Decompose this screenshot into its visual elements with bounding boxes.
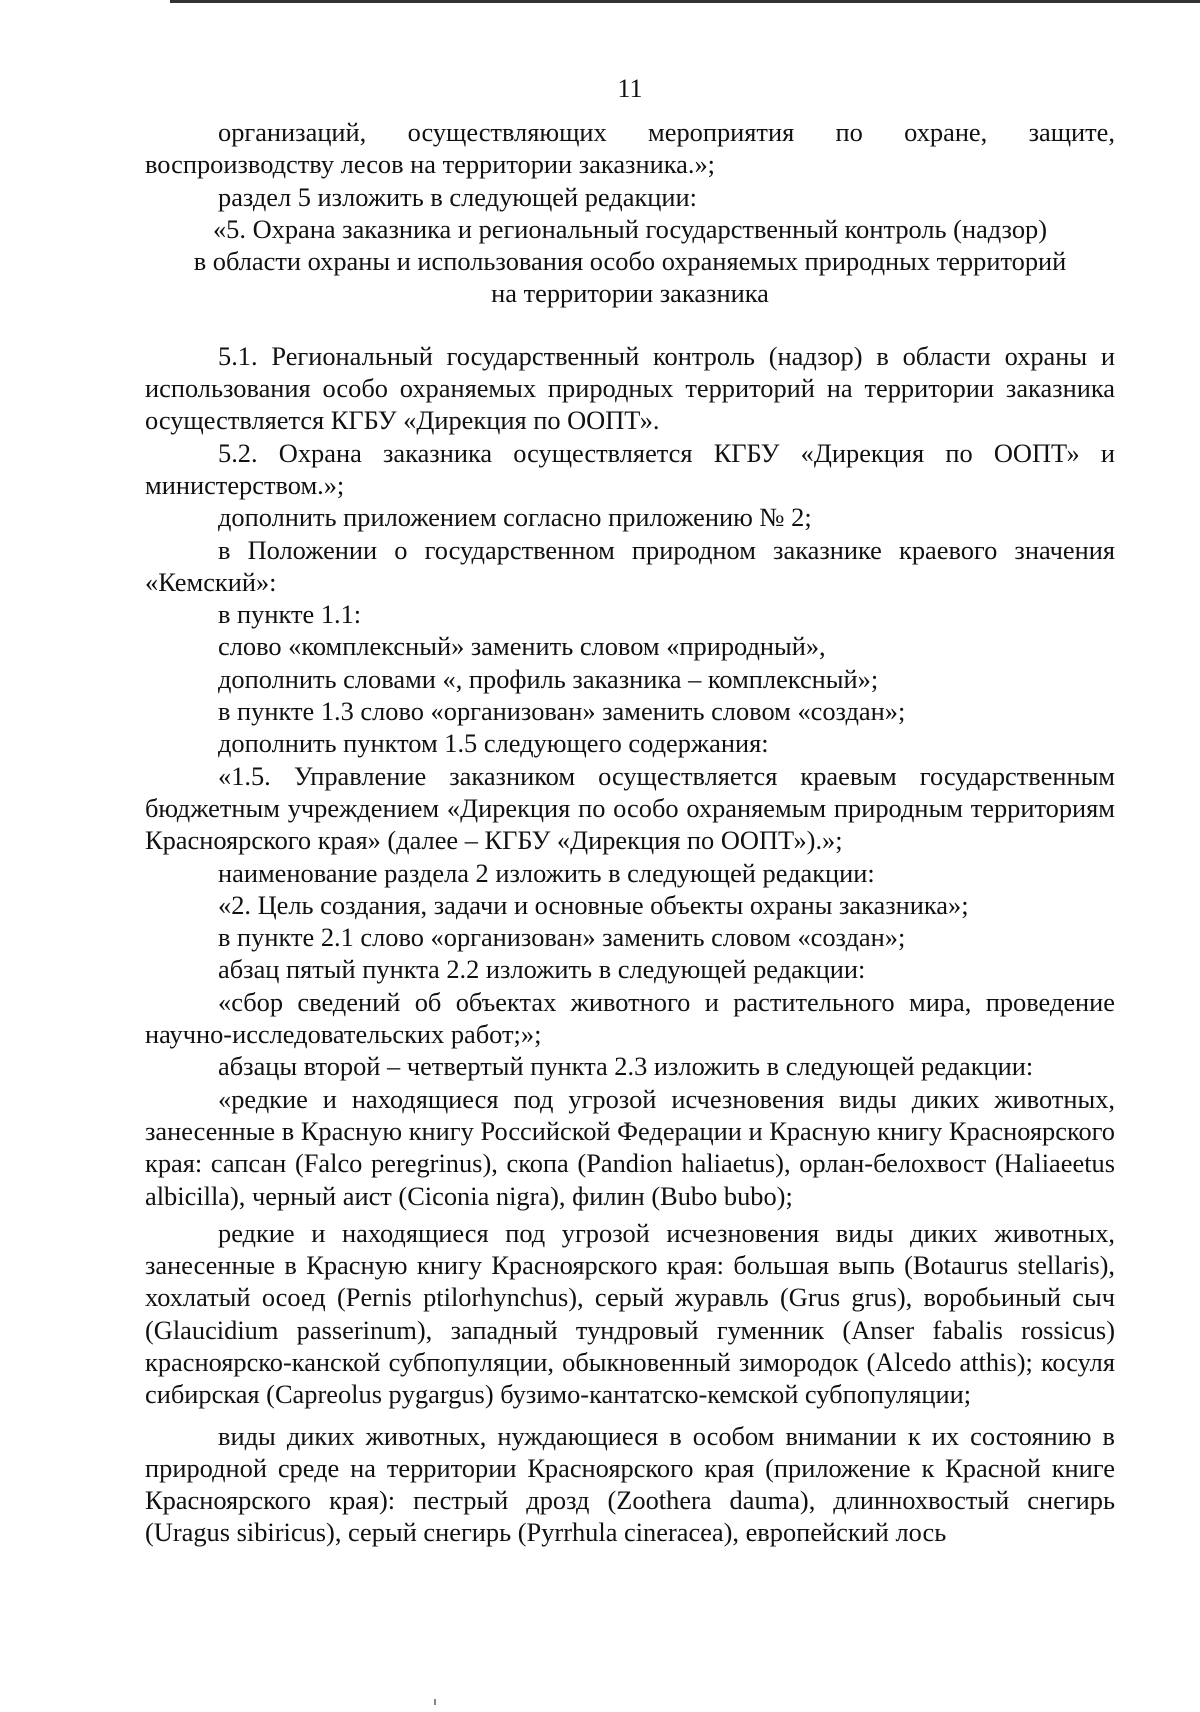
paragraph-red-book-region: редкие и находящиеся под угрозой исчезновения виды диких животных, занесенные в Красную книгу Красноярского края: большая выпь (Botaurus stellaris), хохлатый осоед (Pernis ptilorhynchus), серый журавль (Grus grus), воробьиный сыч (Glaucidium passerinum), западный тундровый гуменник (Anser fabalis rossicus) красноярско-канской субпопуляции, обыкновенный зимородок (Alcedo atthis); косуля сибирская (Capreolus pygargus) бузимо-кантатско-кемской субпопуляции;: [145, 1217, 1115, 1410]
section-heading-line-2: в области охраны и использования особо охраняемых природных территорий: [193, 246, 1067, 277]
top-edge-line: [170, 0, 1200, 3]
paragraph-word-replace: слово «комплексный» заменить словом «природный»,: [218, 631, 826, 662]
paragraph-point-2-2: абзац пятый пункта 2.2 изложить в следующей редакции:: [218, 954, 866, 985]
paragraph-red-book-rf: «редкие и находящиеся под угрозой исчезновения виды диких животных, занесенные в Красную книгу Российской Федерации и Красную книгу Красноярского края: сапсан (Falco peregrinus), скопа (Pandion haliaetus), орлан-белохвост (Haliaeetus albicilla), черный аист (Ciconia nigra), филин (Bubo bubo);: [145, 1083, 1115, 1211]
section-heading-line-1: «5. Охрана заказника и региональный государственный контроль (надзор): [212, 213, 1048, 244]
paragraph-point-1-5-text: «1.5. Управление заказником осуществляется краевым государственным бюджетным учреждением «Дирекция по особо охраняемым природным территориям Красноярского края» (далее – КГБУ «Дирекция по ООПТ»).»;: [145, 760, 1115, 856]
paragraph-continuation: организаций, осуществляющих мероприятия по охране, защите, воспроизводству лесов на территории заказника.»;: [145, 117, 1115, 180]
blank-line: [145, 310, 1115, 340]
paragraph-5-2: 5.2. Охрана заказника осуществляется КГБУ «Дирекция по ООПТ» и министерством.»;: [145, 437, 1115, 500]
document-body: [145, 116, 1115, 1549]
paragraph-research: «сбор сведений об объектах животного и растительного мира, проведение научно-исследовательских работ;»;: [145, 986, 1115, 1050]
paragraph-add-point-1-5: дополнить пунктом 1.5 следующего содержания:: [218, 728, 769, 759]
paragraph-section2-title: наименование раздела 2 изложить в следующей редакции:: [218, 857, 875, 888]
paragraph-appendix: дополнить приложением согласно приложению № 2;: [218, 502, 812, 533]
paragraph-profile: дополнить словами «, профиль заказника – комплексный»;: [218, 663, 879, 694]
section-heading-line-3: на территории заказника: [491, 278, 769, 309]
paragraph-section5-intro: раздел 5 изложить в следующей редакции:: [218, 181, 697, 212]
page-number: 11: [617, 74, 643, 103]
scan-mark: [434, 1699, 436, 1705]
paragraph-regulation: в Положении о государственном природном заказнике краевого значения «Кемский»:: [145, 534, 1115, 597]
paragraph-point-2-1: в пункте 2.1 слово «организован» заменить словом «создан»;: [218, 922, 906, 953]
paragraph-special-attention: виды диких животных, нуждающиеся в особом внимании к их состоянию в природной среде на территории Красноярского края (приложение к Красной книге Красноярского края): пестрый дрозд (Zoothera dauma), длиннохвостый снегирь (Uragus sibiricus), серый снегирь (Pyrrhula cineracea), европейский лось: [145, 1420, 1115, 1548]
paragraph-section2-quote: «2. Цель создания, задачи и основные объекты охраны заказника»;: [218, 889, 969, 920]
paragraph-point-1-1: в пункте 1.1:: [218, 599, 362, 630]
paragraph-point-2-3: абзацы второй – четвертый пункта 2.3 изложить в следующей редакции:: [218, 1051, 1034, 1082]
paragraph-5-1: 5.1. Региональный государственный контроль (надзор) в области охраны и использования особо охраняемых природных территорий на территории заказника осуществляется КГБУ «Дирекция по ООПТ».: [145, 340, 1115, 436]
paragraph-point-1-3: в пункте 1.3 слово «организован» заменить словом «создан»;: [218, 696, 906, 727]
